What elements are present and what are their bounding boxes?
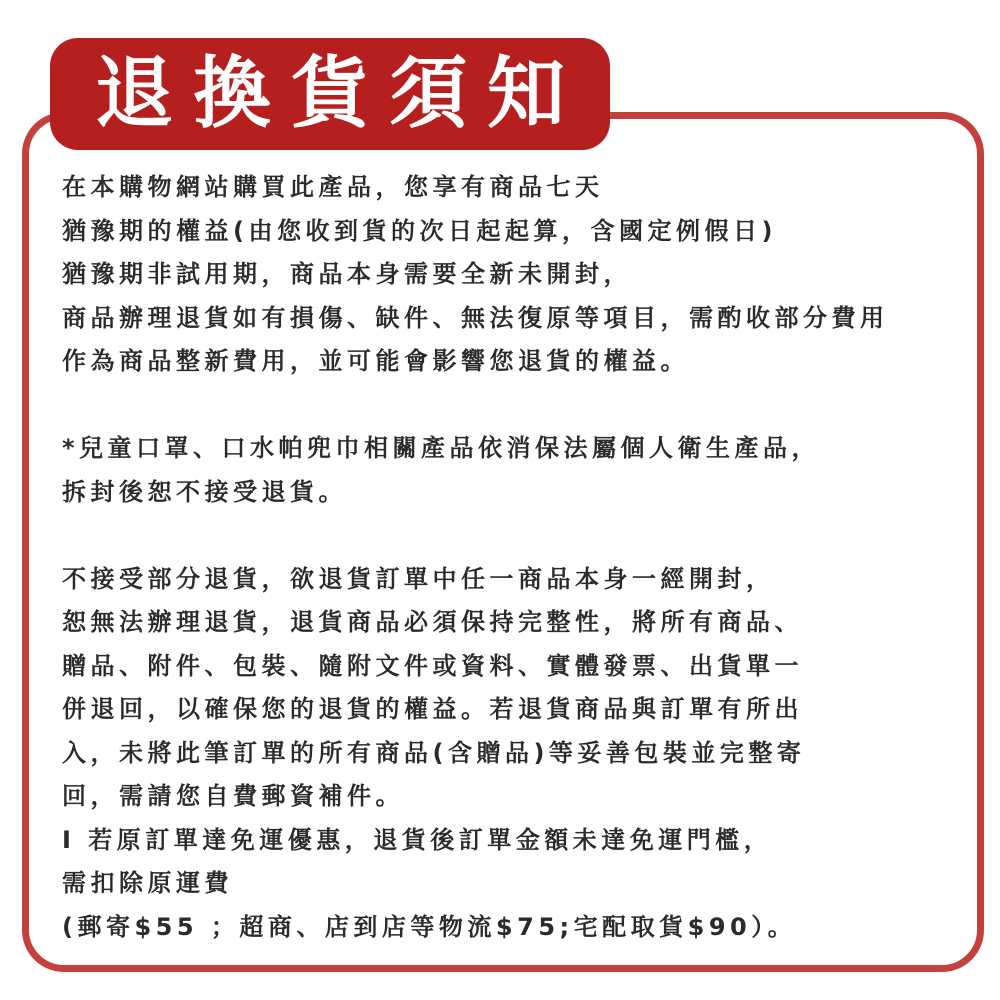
notice-line: 拆封後恕不接受退貨。 — [62, 477, 347, 506]
page-title: 退換貨須知 — [94, 49, 585, 139]
notice-line: 恕無法辦理退貨，退貨商品必須保持完整性，將所有商品、 — [62, 608, 803, 636]
notice-line: *兒童口罩、口水帕兜巾相關產品依消保法屬個人衛生產品， — [62, 434, 821, 462]
notice-line: I 若原訂單達免運優惠，退貨後訂單金額未達免運門檻， — [62, 825, 773, 854]
notice-line: 不接受部分退貨，欲退貨訂單中任一商品本身一經開封， — [62, 564, 775, 593]
paragraph-gap — [62, 384, 962, 428]
notice-line: 作為商品整新費用，並可能會影響您退貨的權益。 — [62, 347, 689, 375]
notice-line: 需扣除原運費 — [62, 869, 233, 897]
notice-line: 併退回，以確保您的退貨的權益。若退貨商品與訂單有所出 — [62, 695, 803, 723]
notice-line: (郵寄$55 ；超商、店到店等物流$75;宅配取貨$90）。 — [62, 912, 797, 941]
notice-line: 贈品、附件、包裝、隨附文件或資料、實體發票、出貨單一 — [62, 651, 803, 680]
notice-line: 猶豫期的權益(由您收到貨的次日起起算，含國定例假日) — [62, 216, 777, 245]
notice-line: 商品辦理退貨如有損傷、缺件、無法復原等項目，需酌收部分費用 — [62, 303, 889, 332]
paragraph-gap — [62, 514, 962, 558]
notice-line: 猶豫期非試用期，商品本身需要全新未開封， — [62, 260, 632, 288]
notice-body — [62, 166, 962, 949]
notice-line: 入，未將此筆訂單的所有商品(含贈品)等妥善包裝並完整寄 — [62, 738, 806, 767]
notice-line: 回，需請您自費郵資補件。 — [62, 782, 404, 810]
title-banner — [50, 38, 610, 150]
notice-line: 在本購物網站購買此產品，您享有商品七天 — [62, 173, 604, 201]
